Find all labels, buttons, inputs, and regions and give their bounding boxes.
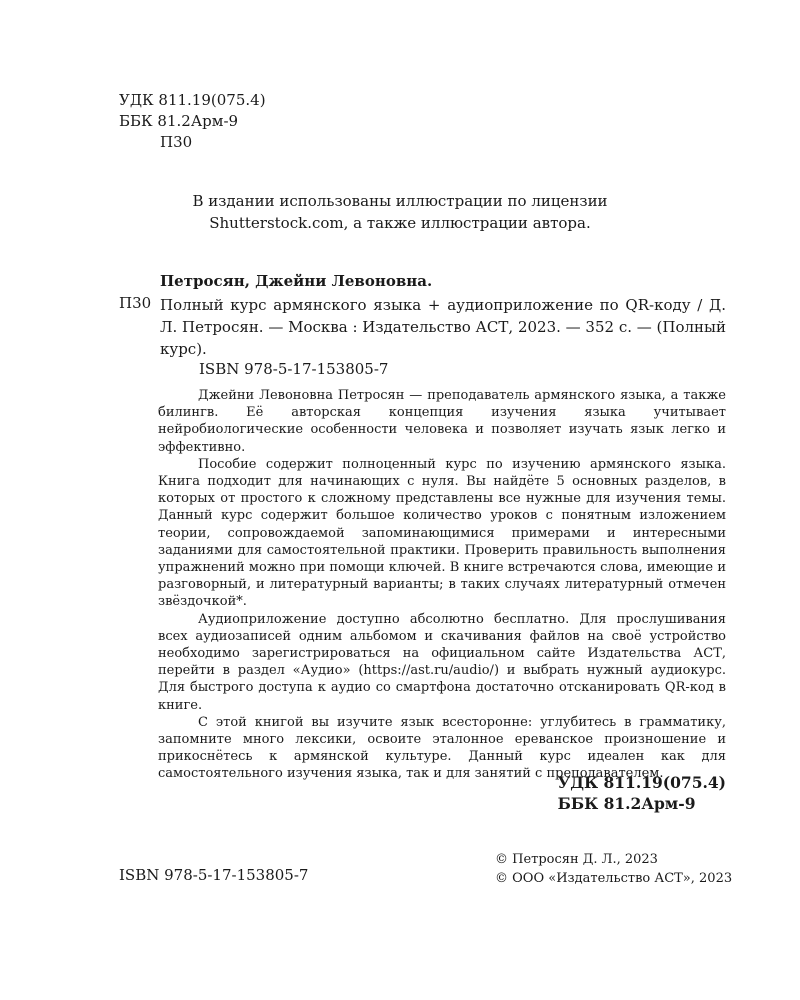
annotation-paragraph: Джейни Левоновна Петросян — преподаватель армянского языка, а также билингв. Её авторская концепция изучения языка учитывает нейробиологические особенности человека и позволяет изучать язык легко и эффективно.: [158, 388, 726, 455]
copyright-author: © Петросян Д. Л., 2023: [495, 852, 658, 867]
udk-code: УДК 811.19(075.4): [119, 91, 266, 109]
footer-isbn: ISBN 978-5-17-153805-7: [119, 866, 309, 884]
illustration-credit: [140, 190, 660, 234]
author-mark: П30: [160, 133, 193, 151]
record-mark: П30: [119, 294, 152, 312]
annotation-paragraph: С этой книгой вы изучите язык всесторонне: углубитесь в грамматику, запомните много лексики, освоите эталонное ереванское произношение и прикоснётесь к армянской культуре. Данный курс идеален как для самостоятельного изучения языка, так и для занятий с преподавателем.: [158, 714, 726, 782]
annotation-paragraph: Аудиоприложение доступно абсолютно бесплатно. Для прослушивания всех аудиозаписей одним альбомом и скачивания файлов на своё устройство необходимо зарегистрироваться на официальном сайте Издательства АСТ, перейти в раздел «Аудио» (https://ast.ru/audio/) и выбрать нужный аудиокурс. Для быстрого доступа к аудио со смартфона достаточно отсканировать QR-код в книге.: [158, 611, 726, 713]
udk-code-bold: УДК 811.19(075.4): [557, 773, 726, 792]
annotation-paragraph: Пособие содержит полноценный курс по изучению армянского языка. Книга подходит для начинающих с нуля. Вы найдёте 5 основных разделов, в которых от простого к сложному представлены все нужные для изучения темы. Данный курс содержит большое количество уроков с понятным изложением теории, сопровождаемой запоминающимися примерами и интересными заданиями для самостоятельной практики. Проверить правильность выполнения упражнений можно при помощи ключей. В книге встречаются слова, имеющие и разговорный, и литературный варианты; в таких случаях литературный отмечен звёздочкой*.: [158, 456, 726, 610]
credit-line-1: В издании использованы иллюстрации по лицензии: [192, 192, 608, 210]
record-author: Петросян, Джейни Левоновна.: [160, 272, 433, 290]
credit-line-2: Shutterstock.com, а также иллюстрации автора.: [209, 214, 591, 232]
classification-codes: [119, 90, 266, 153]
copyright-publisher: © ООО «Издательство АСТ», 2023: [495, 871, 733, 886]
classification-codes-bold: [558, 772, 726, 814]
copyright-block: [495, 850, 732, 888]
record-isbn: ISBN 978-5-17-153805-7: [199, 360, 389, 378]
bbk-code-bold: ББК 81.2Арм-9: [557, 794, 696, 813]
bbk-code: ББК 81.2Арм-9: [119, 112, 239, 130]
bibliographic-description: Полный курс армянского языка + аудиоприложение по QR-коду / Д. Л. Петросян. — Москва : Издательство АСТ, 2023. — 352 с. — (Полный курс).: [160, 296, 726, 358]
annotation: [158, 387, 726, 783]
